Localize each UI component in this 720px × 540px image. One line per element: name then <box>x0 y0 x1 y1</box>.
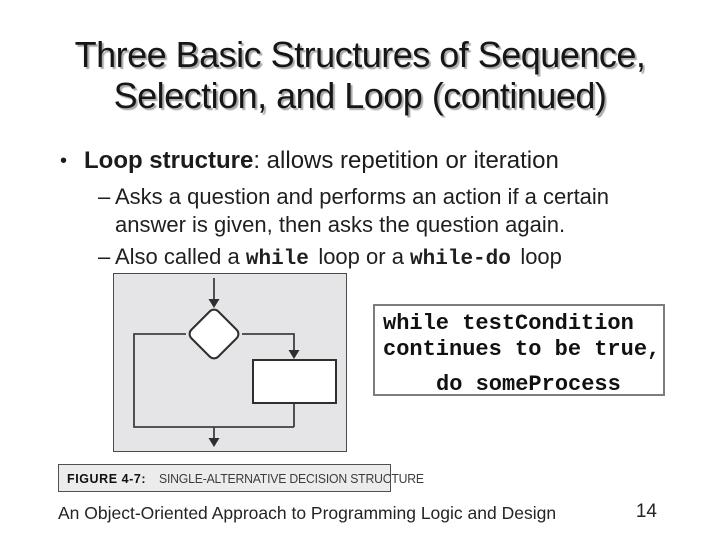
process-rectangle <box>253 360 336 403</box>
dash-marker: – <box>98 184 111 209</box>
sub1-line1: Asks a question and performs an action if a certain <box>115 184 610 209</box>
arrow-down-exit-icon <box>209 438 220 447</box>
sub2-post: loop <box>520 244 562 269</box>
bullet-rest-text: : allows repetition or iteration <box>253 147 559 174</box>
bullet-loop-structure <box>60 146 559 176</box>
figure-caption-text: SINGLE-ALTERNATIVE DECISION STRUCTURE <box>159 470 425 486</box>
sub-bullet-also-called <box>98 243 698 274</box>
bullet-bold-text: Loop structure <box>84 147 254 174</box>
bullet-marker: • <box>60 150 68 172</box>
code-line-2: continues to be true, <box>383 337 661 362</box>
slide-title-line2: Selection, and Loop (continued) <box>113 75 607 116</box>
code-line-1: while testCondition <box>383 311 634 336</box>
decision-diamond <box>187 307 241 361</box>
figure-caption <box>58 464 425 492</box>
page-number: 14 <box>635 501 657 522</box>
sub2-mid: loop or a <box>318 244 411 269</box>
flowchart-diagram <box>114 274 345 450</box>
slide-title-line1: Three Basic Structures of Sequence, <box>74 34 646 75</box>
arrow-down-branch-icon <box>289 350 300 359</box>
figure-label: FIGURE 4-7: <box>67 470 147 486</box>
sub1-line2: answer is given, then asks the question again. <box>115 211 566 237</box>
sub2-pre: Also called a <box>115 244 246 269</box>
dash-marker: – <box>98 244 111 269</box>
while-keyword: while <box>245 248 309 271</box>
flowchart-panel <box>113 273 347 452</box>
slide-title <box>28 34 692 116</box>
code-line-3: do someProcess <box>436 372 621 397</box>
pseudocode-box <box>373 304 665 396</box>
sub-bullet-asks-question <box>98 183 678 238</box>
arrow-down-entry-icon <box>209 299 220 308</box>
footer-book-title: An Object-Oriented Approach to Programming Logic and Design <box>58 503 557 523</box>
true-branch-line <box>242 334 294 351</box>
while-do-keyword: while-do <box>410 248 511 271</box>
